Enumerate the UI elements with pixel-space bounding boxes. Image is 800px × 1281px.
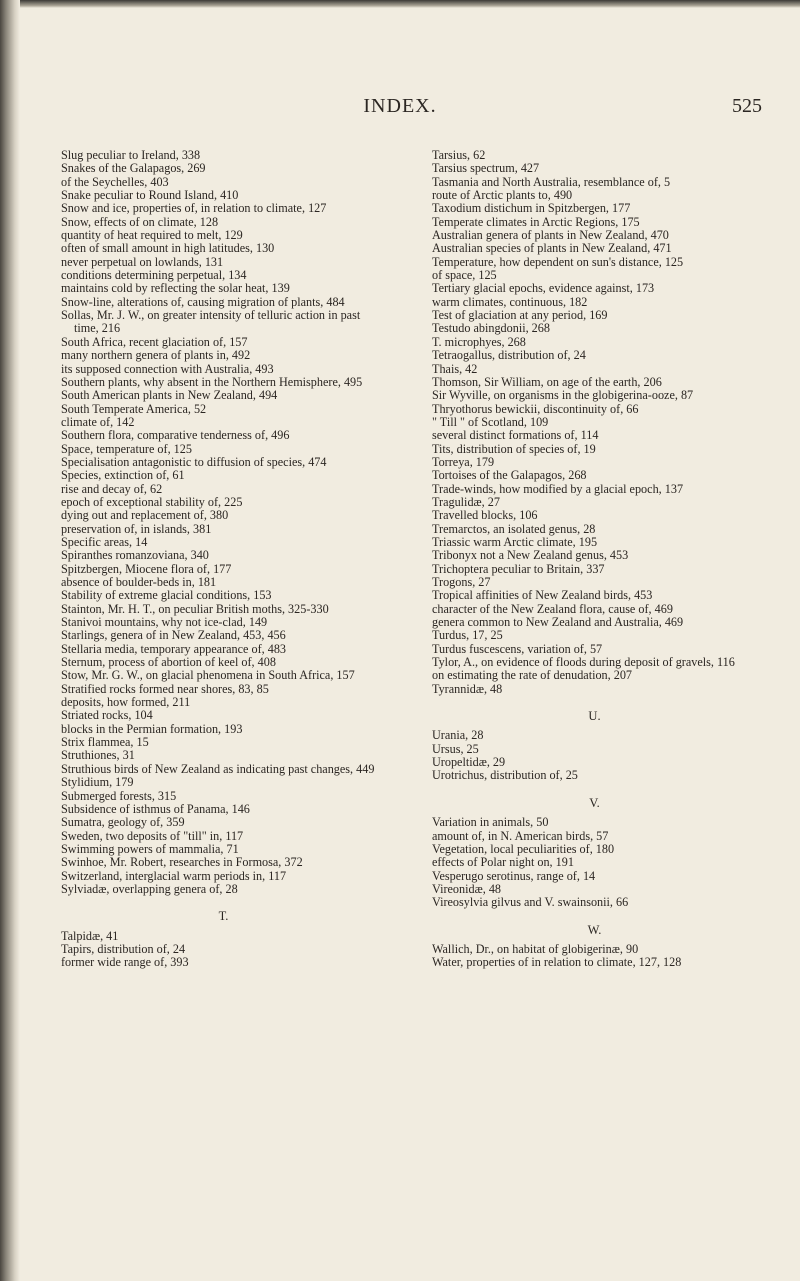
index-entry-subheading: of the Seychelles, 403 [61, 174, 169, 189]
index-entry-subheading: of space, 125 [432, 268, 497, 283]
index-entry-heading: Tyrannidæ, 48 [432, 681, 503, 696]
entries-s [61, 149, 386, 896]
index-entry-heading: South Temperate America, 52 [61, 401, 207, 416]
index-entry [432, 509, 757, 522]
entries-v [432, 816, 757, 909]
index-entry-subheading: its supposed connection with Australia, 493 [61, 361, 274, 376]
index-entry [432, 202, 757, 215]
index-entry [61, 709, 386, 736]
index-entry [61, 309, 386, 336]
section-letter-w: W. [587, 922, 602, 937]
index-entry-heading: Tarsius spectrum, 427 [432, 161, 540, 176]
index-entry [432, 549, 757, 562]
index-entry-subheading: on estimating the rate of denudation, 207 [432, 668, 633, 683]
index-entry [432, 216, 757, 256]
index-entry [432, 643, 757, 656]
index-entry-heading: Urania, 28 [432, 728, 484, 743]
index-entry-heading: " Till " of Scotland, 109 [432, 414, 549, 429]
index-entry [432, 416, 757, 443]
index-entry [61, 336, 386, 376]
index-entry-subheading: Australian species of plants in New Zealand, 471 [432, 241, 672, 256]
index-entry-heading: Sternum, process of abortion of keel of, 408 [61, 655, 276, 670]
index-entry-subheading: dying out and replacement of, 380 [61, 508, 229, 523]
index-entry [61, 643, 386, 656]
index-entry-heading: Snakes of the Galapagos, 269 [61, 161, 206, 176]
index-entry-heading: Specific areas, 14 [61, 534, 148, 549]
index-entry-heading: Stainton, Mr. H. T., on peculiar British moths, 325-330 [61, 601, 329, 616]
index-entry [432, 496, 757, 509]
index-entry-heading: Specialisation antagonistic to diffusion of species, 474 [61, 454, 327, 469]
section-letter-t: T. [218, 909, 229, 924]
index-entry-heading: Subsidence of isthmus of Panama, 146 [61, 801, 250, 816]
index-entry-heading: Snake peculiar to Round Island, 410 [61, 188, 239, 203]
index-entry-subheading: warm climates, continuous, 182 [432, 294, 588, 309]
index-entry-heading: Submerged forests, 315 [61, 788, 177, 803]
index-entry [432, 376, 757, 403]
page-edge-shadow [0, 0, 800, 8]
index-entry-heading: Species, extinction of, 61 [61, 468, 185, 483]
index-entry-heading: Test of glaciation at any period, 169 [432, 308, 608, 323]
index-entry-heading: Water, properties of in relation to climate, 127, 128 [432, 955, 682, 970]
index-entry-heading: Thomson, Sir William, on age of the earth, 206 [432, 374, 662, 389]
index-entry-heading: Snow-line, alterations of, causing migration of plants, 484 [61, 294, 345, 309]
index-entry [432, 896, 757, 909]
index-entry-subheading: climate of, 142 [61, 414, 135, 429]
index-entry [61, 162, 386, 189]
index-entry [432, 883, 757, 896]
index-entry-heading: Slug peculiar to Ireland, 338 [61, 148, 201, 162]
index-entry-subheading: genera common to New Zealand and Australia, 469 [432, 615, 684, 630]
page-header [0, 95, 800, 125]
index-entry-heading: Temperature, how dependent on sun's distance, 125 [432, 254, 684, 269]
index-entry-subheading: former wide range of, 393 [61, 955, 189, 970]
index-entry [61, 469, 386, 536]
index-entry-heading: Taxodium distichum in Spitzbergen, 177 [432, 201, 631, 216]
index-entry-heading: Sylviadæ, overlapping genera of, 28 [61, 881, 238, 896]
index-entry [61, 656, 386, 669]
index-entry-heading: Strix flammea, 15 [61, 735, 149, 750]
index-entry-subheading: deposits, how formed, 211 [61, 695, 191, 710]
index-entry [432, 469, 757, 482]
index-entry-heading: Tetraogallus, distribution of, 24 [432, 348, 586, 363]
index-entry-heading: Triassic warm Arctic climate, 195 [432, 534, 598, 549]
index-entry-heading: Stability of extreme glacial conditions, 153 [61, 588, 272, 603]
index-entry [432, 843, 757, 870]
index-entry-heading: Stylidium, 179 [61, 775, 134, 790]
index-entry-subheading: conditions determining perpetual, 134 [61, 268, 247, 283]
index-entry-heading: Tits, distribution of species of, 19 [432, 441, 596, 456]
index-entry [61, 843, 386, 856]
book-spine-shadow [0, 0, 20, 1281]
index-entry-heading: Vegetation, local peculiarities of, 180 [432, 841, 615, 856]
index-entry [432, 870, 757, 883]
index-entry-subheading: many northern genera of plants in, 492 [61, 348, 251, 363]
index-entry [432, 729, 757, 742]
index-entry-heading: Trichoptera peculiar to Britain, 337 [432, 561, 605, 576]
running-title: INDEX. [363, 95, 437, 117]
index-entry [432, 349, 757, 362]
index-entry [61, 616, 386, 629]
index-entry-heading: Struthious birds of New Zealand as indicating past changes, 449 [61, 761, 375, 776]
index-entry-heading: Trade-winds, how modified by a glacial epoch, 137 [432, 481, 684, 496]
index-entry [432, 403, 757, 416]
index-entry-subheading: route of Arctic plants to, 490 [432, 188, 573, 203]
index-entry [432, 322, 757, 335]
index-entry [61, 216, 386, 296]
entries-u [432, 729, 757, 782]
index-entry-heading: Tertiary glacial epochs, evidence against, 173 [432, 281, 655, 296]
index-entry [61, 803, 386, 816]
index-entry [432, 576, 757, 589]
index-entry [432, 756, 757, 769]
index-entry-heading: Swimming powers of mammalia, 71 [61, 841, 239, 856]
index-entry-subheading: rise and decay of, 62 [61, 481, 163, 496]
index-entry [61, 790, 386, 803]
index-entry-heading: Tremarctos, an isolated genus, 28 [432, 521, 596, 536]
index-entry-subheading: quantity of heat required to melt, 129 [61, 228, 243, 243]
index-entry [61, 376, 386, 389]
index-entry-heading: Tortoises of the Galapagos, 268 [432, 468, 587, 483]
index-entry-heading: Turdus, 17, 25 [432, 628, 503, 643]
index-entry [432, 443, 757, 456]
index-entry-heading: Vesperugo serotinus, range of, 14 [432, 868, 596, 883]
index-entry [61, 549, 386, 562]
index-entry [61, 816, 386, 829]
index-entry-heading: Space, temperature of, 125 [61, 441, 192, 456]
index-entry-heading: Spiranthes romanzoviana, 340 [61, 548, 209, 563]
index-entry [432, 483, 757, 496]
index-entry [61, 749, 386, 762]
index-entry [61, 763, 386, 776]
index-entry-subheading: often of small amount in high latitudes, 130 [61, 241, 275, 256]
index-entry-heading: Vireonidæ, 48 [432, 881, 502, 896]
index-entry-heading: Swinhoe, Mr. Robert, researches in Formosa, 372 [61, 855, 303, 870]
index-entry [61, 202, 386, 215]
index-entry-subheading: maintains cold by reflecting the solar heat, 139 [61, 281, 290, 296]
index-entry-subheading: absence of boulder-beds in, 181 [61, 575, 217, 589]
index-entry-heading: T. microphyes, 268 [432, 334, 526, 349]
index-entry-subheading: amount of, in N. American birds, 57 [432, 828, 609, 843]
index-entry-heading: Tasmania and North Australia, resemblance of, 5 [432, 174, 671, 189]
index-entry-heading: Stanivoi mountains, why not ice-clad, 149 [61, 615, 268, 630]
index-entry-heading: Torreya, 179 [432, 454, 495, 469]
index-entry-heading: Trogons, 27 [432, 575, 491, 589]
index-entry [61, 943, 386, 970]
index-entry [432, 563, 757, 576]
index-entry-heading: Starlings, genera of in New Zealand, 453, 456 [61, 628, 286, 643]
index-entry [432, 769, 757, 782]
index-entry-heading: Tapirs, distribution of, 24 [61, 941, 186, 956]
index-entry-subheading: preservation of, in islands, 381 [61, 521, 212, 536]
index-entry [61, 429, 386, 442]
index-entry [61, 830, 386, 843]
index-entry-heading: Stellaria media, temporary appearance of, 483 [61, 641, 287, 656]
index-entry [61, 456, 386, 469]
index-entry-subheading: several distinct formations of, 114 [432, 428, 599, 443]
entries-t [61, 930, 386, 970]
index-entry-heading: Ursus, 25 [432, 741, 479, 756]
index-column-left [61, 149, 386, 970]
page-number: 525 [732, 95, 762, 117]
index-entry-heading: Switzerland, interglacial warm periods in, 117 [61, 868, 287, 883]
index-entry [61, 629, 386, 642]
index-entry-heading: Variation in animals, 50 [432, 815, 549, 830]
index-entry-heading: South Africa, recent glaciation of, 157 [61, 334, 248, 349]
index-entry-heading: Sollas, Mr. J. W., on greater intensity of telluric action in past time, 216 [61, 308, 361, 336]
index-entry-heading: Urotrichus, distribution of, 25 [432, 768, 578, 783]
index-entry [61, 563, 386, 590]
index-entry [432, 282, 757, 309]
index-entry-heading: Stratified rocks formed near shores, 83, 85 [61, 681, 269, 696]
index-entry-heading: Thais, 42 [432, 361, 478, 376]
index-entry [432, 309, 757, 322]
index-entry-subheading: Australian genera of plants in New Zealand, 470 [432, 228, 669, 243]
index-entry [432, 523, 757, 536]
index-entry-heading: Sweden, two deposits of "till" in, 117 [61, 828, 244, 843]
index-entry [432, 176, 757, 203]
index-entry-heading: Snow and ice, properties of, in relation to climate, 127 [61, 201, 327, 216]
entries-t-cont [432, 149, 757, 696]
index-entry-heading: Temperate climates in Arctic Regions, 175 [432, 214, 640, 229]
index-entry-heading: Southern flora, comparative tenderness of, 496 [61, 428, 290, 443]
index-entry-heading: Turdus fuscescens, variation of, 57 [432, 641, 603, 656]
index-entry-heading: Stow, Mr. G. W., on glacial phenomena in South Africa, 157 [61, 668, 355, 683]
index-entry [61, 536, 386, 549]
index-entry [432, 149, 757, 162]
index-entry [432, 589, 757, 629]
index-entry [432, 683, 757, 696]
section-letter-v: V. [589, 795, 600, 810]
index-entry [61, 883, 386, 896]
index-entry [61, 683, 386, 710]
index-entry [61, 870, 386, 883]
index-entry [61, 603, 386, 616]
index-entry-heading: Snow, effects of on climate, 128 [61, 214, 219, 229]
index-entry [61, 736, 386, 749]
index-entry-heading: Testudo abingdonii, 268 [432, 321, 550, 336]
index-entry [61, 389, 386, 402]
index-entry [432, 336, 757, 349]
index-entry [432, 456, 757, 469]
index-entry-subheading: character of the New Zealand flora, cause of, 469 [432, 601, 673, 616]
index-entry [61, 589, 386, 602]
index-entry-heading: Vireosylvia gilvus and V. swainsonii, 66 [432, 895, 629, 910]
index-entry-heading: Southern plants, why absent in the Northern Hemisphere, 495 [61, 374, 363, 389]
index-entry [61, 149, 386, 162]
index-entry-heading: Thryothorus bewickii, discontinuity of, 66 [432, 401, 639, 416]
index-entry-heading: Sumatra, geology of, 359 [61, 815, 185, 830]
index-entry [61, 296, 386, 309]
index-entry-subheading: epoch of exceptional stability of, 225 [61, 494, 243, 509]
index-entry-subheading: never perpetual on lowlands, 131 [61, 254, 224, 269]
index-entry [61, 776, 386, 789]
index-entry [432, 943, 757, 956]
index-entry [432, 162, 757, 175]
index-entry [432, 629, 757, 642]
index-entry-heading: Travelled blocks, 106 [432, 508, 538, 523]
index-entry-heading: Striated rocks, 104 [61, 708, 153, 723]
index-column-right [432, 149, 757, 970]
index-entry [61, 403, 386, 430]
index-entry-heading: Tragulidæ, 27 [432, 494, 500, 509]
index-entry-heading: Spitzbergen, Miocene flora of, 177 [61, 561, 232, 576]
index-entry-subheading: Sir Wyville, on organisms in the globigerina-ooze, 87 [432, 388, 694, 403]
index-entry-heading: Wallich, Dr., on habitat of globigerinæ, 90 [432, 941, 639, 956]
index-entry [432, 256, 757, 283]
index-entry-heading: Uropeltidæ, 29 [432, 755, 506, 770]
index-entry [61, 443, 386, 456]
index-entry [61, 856, 386, 869]
index-entry [432, 816, 757, 843]
index-entry-heading: Tarsius, 62 [432, 148, 486, 162]
index-entry-subheading: blocks in the Permian formation, 193 [61, 721, 243, 736]
index-entry-heading: Tribonyx not a New Zealand genus, 453 [432, 548, 629, 563]
section-letter-u: U. [588, 709, 601, 724]
index-entry-subheading: effects of Polar night on, 191 [432, 855, 574, 870]
index-entry [432, 956, 757, 969]
index-entry-heading: South American plants in New Zealand, 494 [61, 388, 278, 403]
entries-w [432, 943, 757, 970]
index-entry-heading: Talpidæ, 41 [61, 928, 119, 943]
index-entry [61, 930, 386, 943]
index-entry-heading: Tylor, A., on evidence of floods during deposit of gravels, 116 [432, 655, 735, 670]
index-entry-heading: Tropical affinities of New Zealand birds, 453 [432, 588, 653, 603]
index-entry [432, 743, 757, 756]
index-entry [432, 656, 757, 683]
index-entry-heading: Struthiones, 31 [61, 748, 135, 763]
index-entry [61, 669, 386, 682]
index-entry [61, 189, 386, 202]
index-entry [432, 363, 757, 376]
index-entry [432, 536, 757, 549]
